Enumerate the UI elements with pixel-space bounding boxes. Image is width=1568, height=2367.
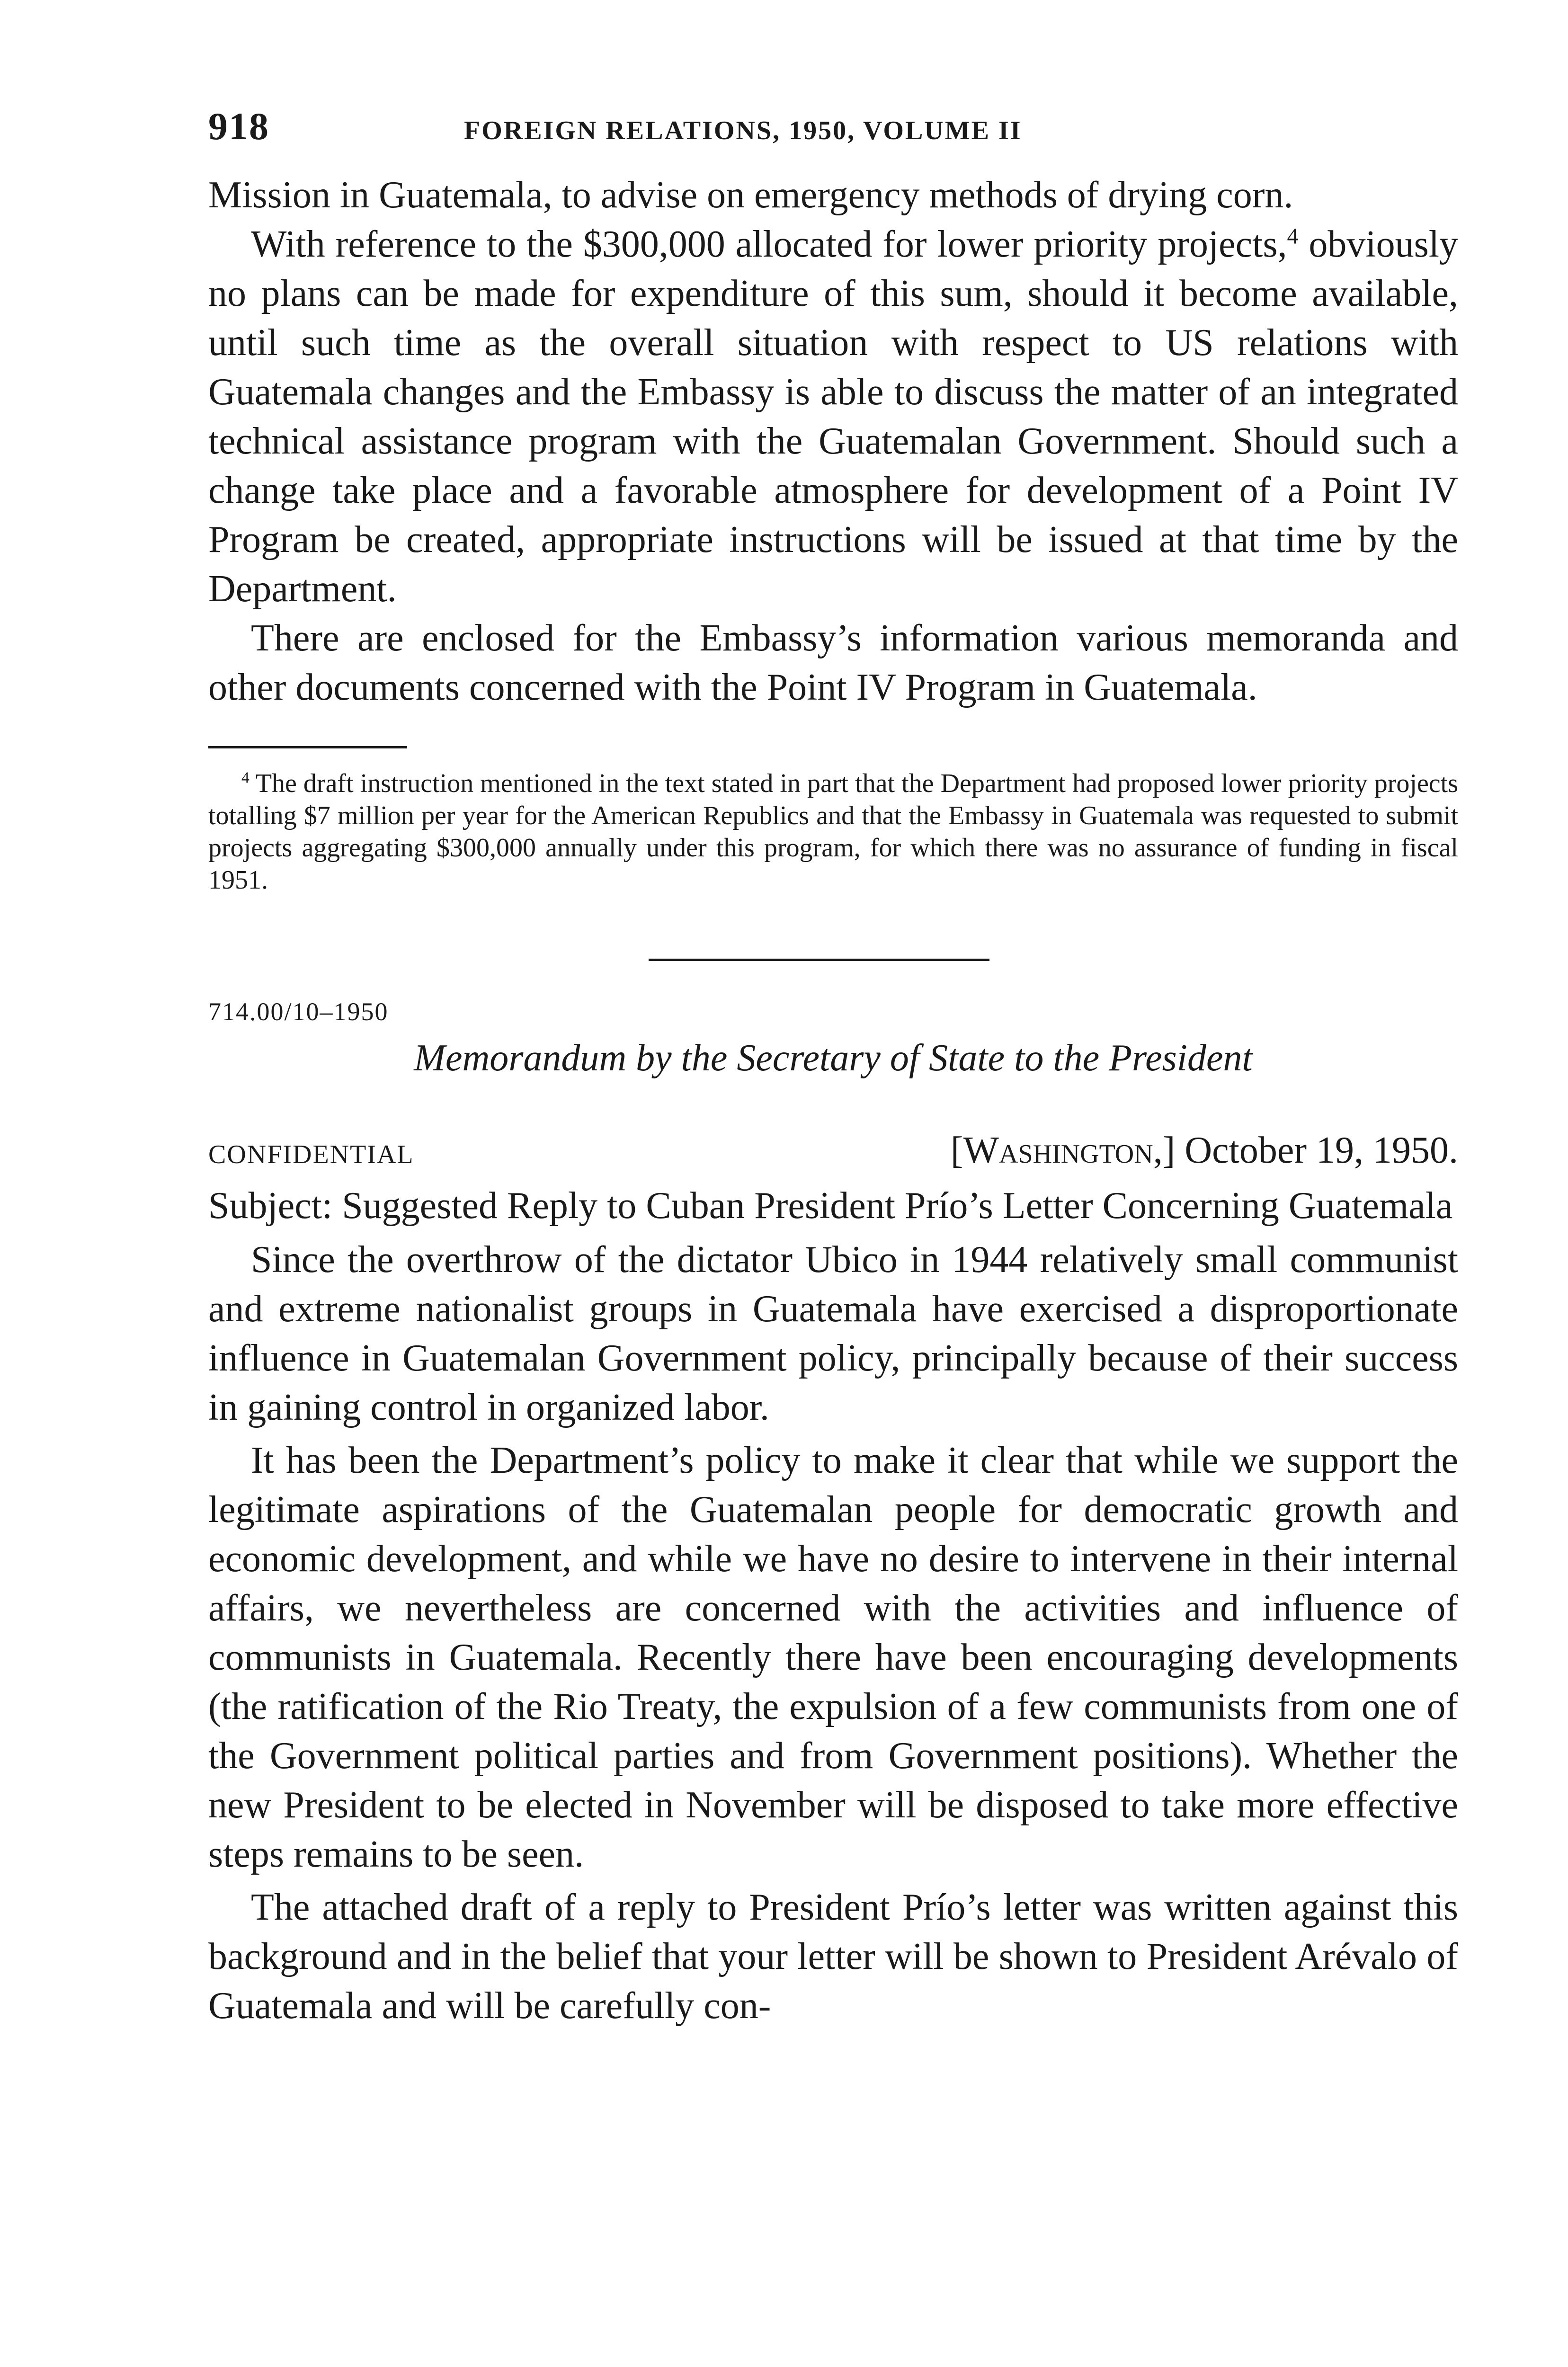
running-head: FOREIGN RELATIONS, 1950, VOLUME II [464, 116, 1022, 145]
classification-label: CONFIDENTIAL [208, 1140, 414, 1169]
footnote-rule [208, 746, 407, 748]
dateline [951, 1129, 1458, 1172]
book-page [208, 99, 1458, 2030]
body-paragraph-continued: Mission in Guatemala, to advise on emergency methods of drying corn. [208, 174, 1293, 216]
subject-line: Subject: Suggested Reply to Cuban President Prío’s Letter Concerning Guatemala [208, 1185, 1453, 1227]
page-number: 918 [208, 105, 269, 148]
page-header [208, 99, 1458, 170]
footnote-text: The draft instruction mentioned in the text stated in part that the Department had proposed lower priority projects totalling $7 million per year for the American Republics and that the Embassy in Guatemala was requested to submit projects aggregating $300,000 annually under this program, for which there was no assurance of funding in fiscal 1951. [208, 769, 1458, 895]
section-divider [649, 959, 989, 961]
body-paragraph-enclosures: There are enclosed for the Embassy’s information various memoranda and other documents concerned with the Point IV Program in Guatemala. [208, 617, 1458, 708]
dateline-bracket-close: ,] [1153, 1130, 1176, 1171]
memo-paragraph-3: The attached draft of a reply to President Prío’s letter was written against this background and in the belief that your letter will be shown to President Arévalo of Guatemala and will be carefully con- [208, 1886, 1458, 2027]
document-title: Memorandum by the Secretary of State to the President [414, 1037, 1253, 1079]
dateline-date: October 19, 1950. [1175, 1130, 1458, 1171]
memo-paragraph-1: Since the overthrow of the dictator Ubico in 1944 relatively small communist and extreme nationalist groups in Guatemala have exercised a disproportionate influence in Guatemalan Government policy, principally because of their success in gaining control in organized labor. [208, 1239, 1458, 1428]
dateline-row [208, 1129, 1458, 1181]
file-number: 714.00/10–1950 [208, 997, 389, 1026]
dateline-place: Washington [963, 1130, 1153, 1171]
footnote-marker: 4 [241, 769, 249, 787]
paragraph-text: obviously no plans can be made for expenditure of this sum, should it become available, until such time as the overall situation with respect to US relations with Guatemala changes and the Embassy is able to discuss the matter of an integrated technical assistance program with the Guatemalan Government. Should such a change take place and a favorable atmosphere for development of a Point IV Program be created, appropriate instructions will be issued at that time by the Department. [208, 223, 1458, 610]
body-paragraph-funding [208, 220, 1458, 614]
footnote-4 [208, 767, 1458, 896]
paragraph-text: With reference to the $300,000 allocated for lower priority projects, [251, 223, 1287, 265]
dateline-bracket-open: [ [950, 1130, 963, 1171]
footnote-reference: 4 [1287, 223, 1299, 249]
memo-paragraph-2: It has been the Department’s policy to make it clear that while we support the legitimate aspirations of the Guatemalan people for democratic growth and economic development, and while we have no desire to intervene in their internal affairs, we nevertheless are concerned with the activities and influence of communists in Guatemala. Recently there have been encouraging developments (the ratification of the Rio Treaty, the expulsion of a few communists from one of the Government political parties and from Government positions). Whether the new President to be elected in November will be disposed to take more effective steps remains to be seen. [208, 1440, 1458, 1875]
